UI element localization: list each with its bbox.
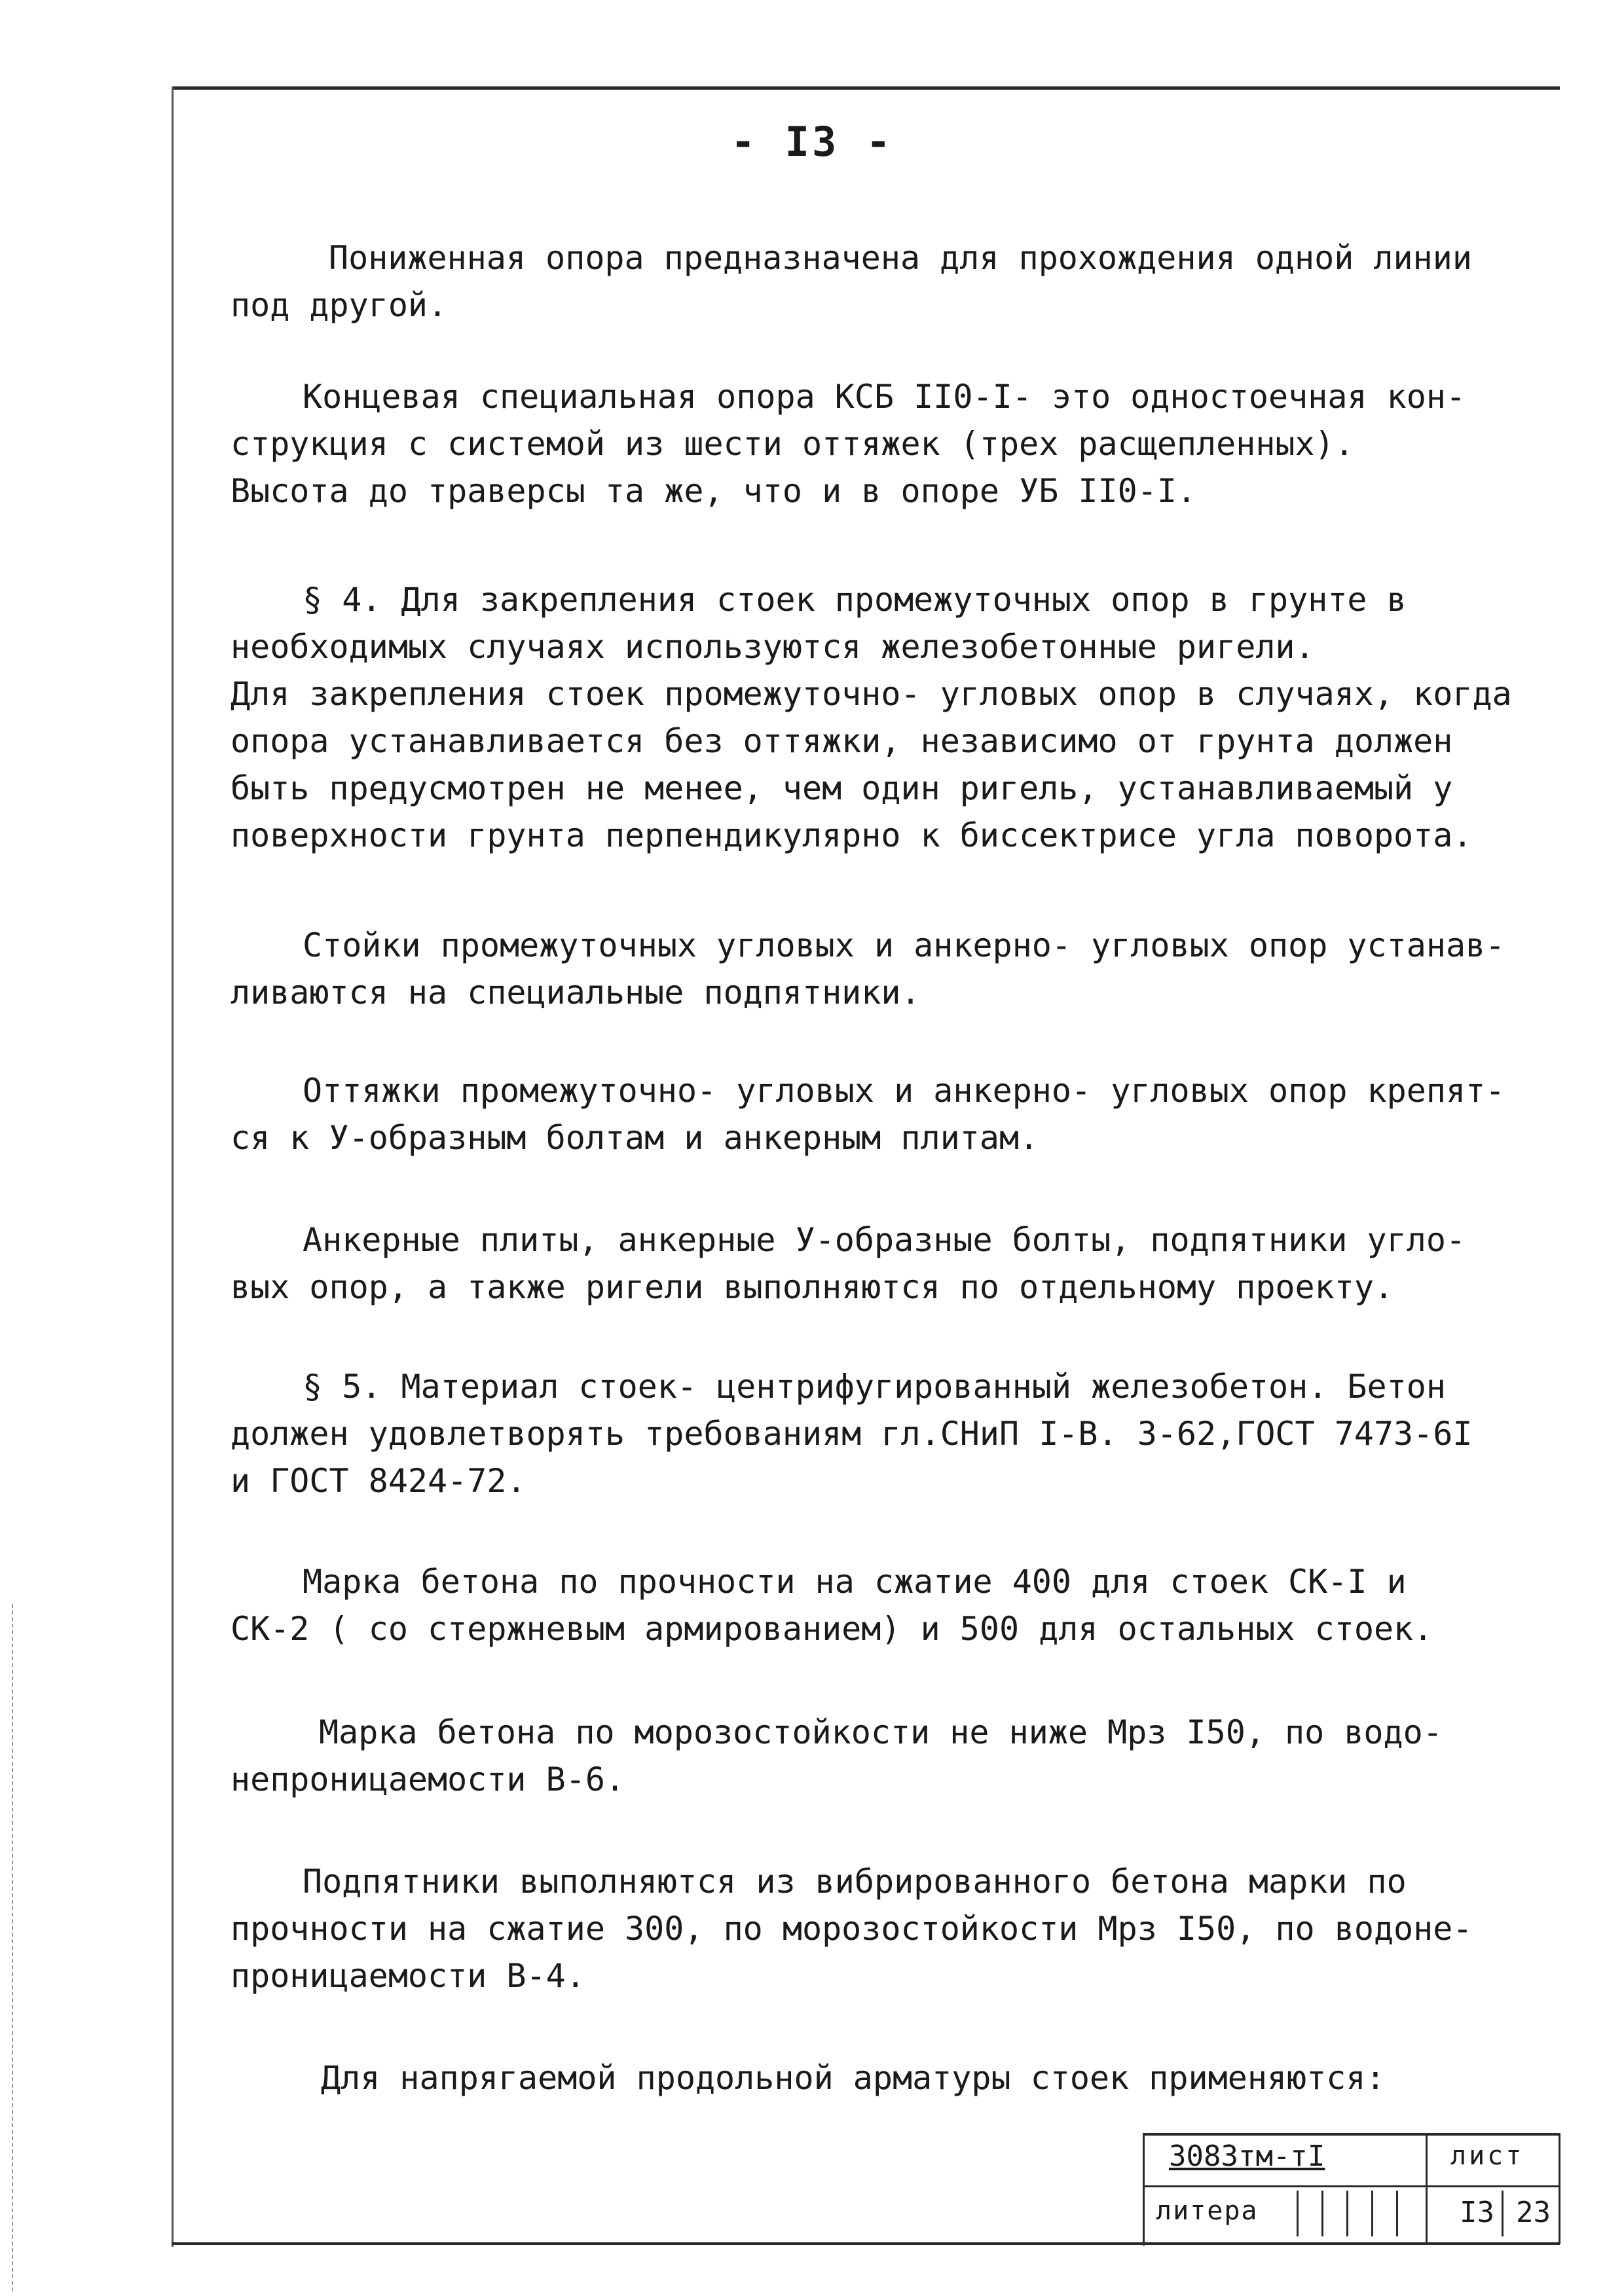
paragraph-stands — [231, 922, 1527, 1016]
text-line: Для напрягаемой продольной арматуры стоек применяются: — [321, 2059, 1386, 2097]
text-line: под другой. — [231, 286, 448, 324]
paragraph-lowered-support — [231, 234, 1527, 329]
litera-cell — [1321, 2191, 1348, 2236]
text-line: необходимых случаях используются железобетонные ригели. — [231, 628, 1315, 666]
text-line: проницаемости В-4. — [231, 1957, 585, 1995]
text-line: Пониженная опора предназначена для прохождения одной линии — [329, 239, 1472, 277]
paragraph-anchor-plates — [231, 1216, 1527, 1311]
text-line: опора устанавливается без оттяжки, независимо от грунта должен — [231, 722, 1453, 760]
paragraph-bearings — [231, 1858, 1527, 1999]
paragraph-frost-resistance — [231, 1709, 1527, 1803]
frame-left-border — [172, 86, 174, 2247]
litera-cell — [1396, 2191, 1423, 2236]
paragraph-concrete-strength — [231, 1558, 1527, 1652]
text-line: Высота до траверсы та же, что и в опоре УБ II0-I. — [231, 472, 1197, 510]
text-line: непроницаемости В-6. — [231, 1760, 625, 1798]
page-number: - I3 - — [731, 118, 893, 166]
litera-label: литера — [1156, 2196, 1259, 2226]
text-line: Марка бетона по прочности на сжатие 400 для стоек СК-I и — [303, 1563, 1407, 1601]
paragraph-end-support — [231, 373, 1527, 515]
text-line: ливаются на специальные подпятники. — [231, 974, 921, 1011]
text-line: § 5. Материал стоек- центрифугированный железобетон. Бетон — [303, 1368, 1446, 1406]
litera-cell — [1346, 2191, 1373, 2236]
text-line: и ГОСТ 8424-72. — [231, 1462, 526, 1500]
stamp-divider-vertical — [1426, 2133, 1428, 2243]
text-line: вых опор, а также ригели выполняются по отдельному проекту. — [231, 1268, 1394, 1306]
frame-top-border — [172, 86, 1560, 90]
binding-edge-mark — [12, 1604, 13, 2291]
paragraph-reinforcement — [231, 2054, 1527, 2102]
sheet-number: I3 — [1460, 2196, 1494, 2229]
sheet-total: 23 — [1516, 2196, 1551, 2229]
paragraph-guys — [231, 1067, 1527, 1161]
text-line: Стойки промежуточных угловых и анкерно- угловых опор устанав- — [303, 926, 1505, 964]
text-line: Марка бетона по морозостойкости не ниже Мрз I50, по водо- — [319, 1713, 1443, 1751]
title-block-stamp — [1143, 2133, 1559, 2243]
text-line: ся к У-образным болтам и анкерным плитам. — [231, 1119, 1039, 1157]
text-line: струкция с системой из шести оттяжек (трех расщепленных). — [231, 425, 1354, 463]
text-line: Концевая специальная опора КСБ II0-I- это одностоечная кон- — [303, 378, 1466, 416]
text-line: Оттяжки промежуточно- угловых и анкерно- угловых опор крепят- — [303, 1072, 1505, 1110]
text-line: § 4. Для закрепления стоек промежуточных опор в грунте в — [303, 581, 1407, 619]
text-line: прочности на сжатие 300, по морозостойкости Мрз I50, по водоне- — [231, 1910, 1473, 1948]
paragraph-section-5 — [231, 1363, 1527, 1504]
document-code: 3083тм-тI — [1169, 2140, 1325, 2173]
text-line: Анкерные плиты, анкерные У-образные болты, подпятники угло- — [303, 1221, 1466, 1259]
stamp-divider-horizontal — [1143, 2185, 1559, 2187]
paragraph-section-4 — [231, 576, 1527, 859]
text-line: Для закрепления стоек промежуточно- угловых опор в случаях, когда — [231, 675, 1512, 713]
litera-cell — [1371, 2191, 1398, 2236]
text-line: быть предусмотрен не менее, чем один ригель, устанавливаемый у — [231, 769, 1453, 807]
litera-cell — [1297, 2191, 1323, 2236]
sheet-total-divider — [1502, 2191, 1504, 2236]
text-line: поверхности грунта перпендикулярно к биссектрисе угла поворота. — [231, 816, 1473, 854]
text-line: СК-2 ( со стержневым армированием) и 500 для остальных стоек. — [231, 1610, 1433, 1648]
sheet-label: лист — [1450, 2141, 1524, 2171]
text-line: Подпятники выполняются из вибрированного бетона марки по — [303, 1863, 1407, 1901]
text-line: должен удовлетворять требованиям гл.СНиП I-В. 3-62,ГОСТ 7473-6I — [231, 1415, 1473, 1453]
